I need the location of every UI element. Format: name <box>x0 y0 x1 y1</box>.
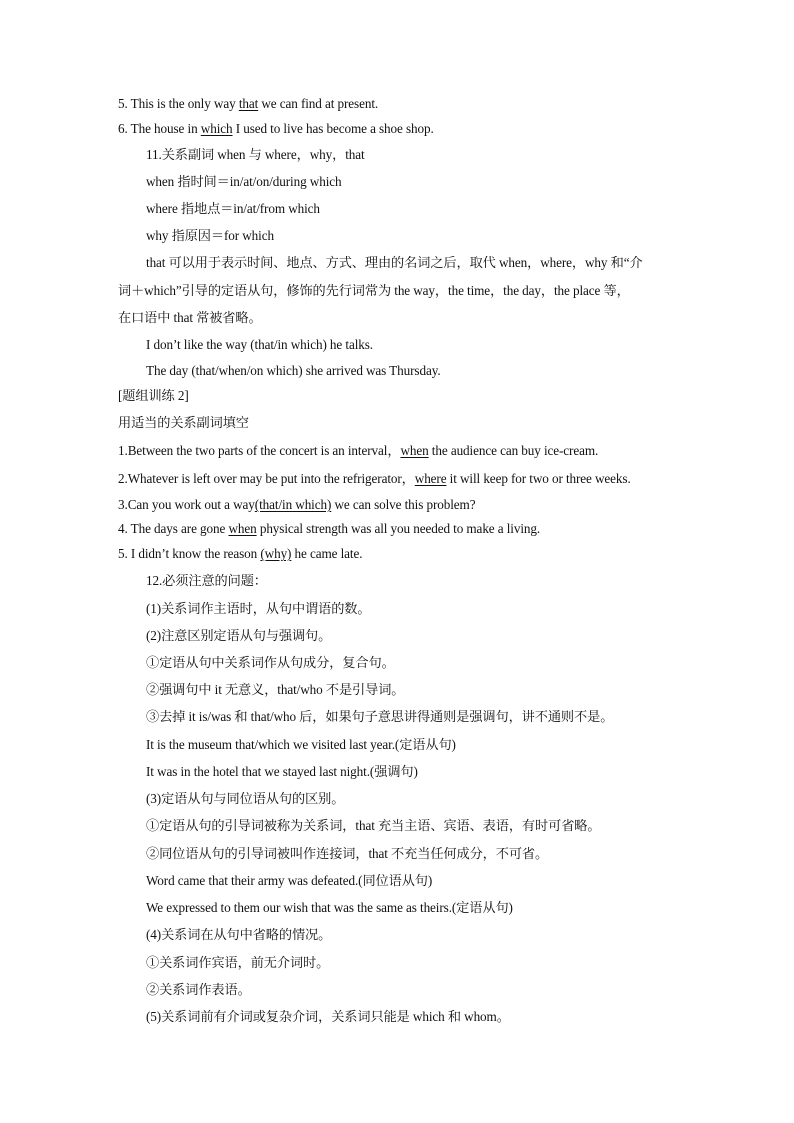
note-1: (1)关系词作主语时，从句中谓语的数。 <box>146 601 371 616</box>
exercise-item-4: 4. The days are gone when physical strength was all you needed to make a living. <box>118 521 541 536</box>
answer-why: (why) <box>260 546 292 561</box>
example-wish: We expressed to them our wish that was the same as theirs.(定语从句) <box>146 900 513 915</box>
section-heading-12: 12.必须注意的问题： <box>146 573 267 588</box>
rule-where: where 指地点＝in/at/from which <box>146 201 320 216</box>
example-sentence-6: 6. The house in which I used to live has become a shoe shop. <box>118 121 434 136</box>
exercise-item-2: 2.Whatever is left over may be put into the refrigerator，where it will keep for two or three weeks. <box>118 471 631 486</box>
answer-that: that <box>238 96 259 111</box>
exercise-item-5: 5. I didn’t know the reason (why) he came late. <box>118 546 363 561</box>
note-2-b: ②强调句中 it 无意义，that/who 不是引导词。 <box>146 682 405 697</box>
explanation-line-3: 在口语中 that 常被省略。 <box>118 310 262 325</box>
exercise-instruction: 用适当的关系副词填空 <box>118 415 249 430</box>
note-5: (5)关系词前有介词或复杂介词，关系词只能是 which 和 whom。 <box>146 1009 510 1024</box>
example-word-came: Word came that their army was defeated.(同位语从句) <box>146 873 433 888</box>
exercise-item-3: 3.Can you work out a way(that/in which) we can solve this problem? <box>118 497 476 512</box>
example-way: I don’t like the way (that/in which) he talks. <box>146 337 373 352</box>
note-4-b: ②关系词作表语。 <box>146 982 251 997</box>
answer-when-2: when <box>228 521 257 536</box>
example-museum: It is the museum that/which we visited last year.(定语从句) <box>146 737 456 752</box>
note-3-b: ②同位语从句的引导词被叫作连接词，that 不充当任何成分，不可省。 <box>146 846 549 861</box>
explanation-line-2: 词＋which”引导的定语从句，修饰的先行词常为 the way，the time，the day，the place 等， <box>118 283 630 298</box>
note-4-a: ①关系词作宾语，前无介词时。 <box>146 955 330 970</box>
exercise-item-1: 1.Between the two parts of the concert is an interval，when the audience can buy ice-cream. <box>118 443 599 458</box>
answer-when: when <box>400 443 429 458</box>
note-3-a: ①定语从句的引导词被称为关系词，that 充当主语、宾语、表语，有时可省略。 <box>146 818 601 833</box>
answer-that-in-which: (that/in which) <box>254 497 332 512</box>
example-day: The day (that/when/on which) she arrived was Thursday. <box>146 363 441 378</box>
answer-which: which <box>200 121 233 136</box>
answer-where: where <box>414 471 447 486</box>
note-2-a: ①定语从句中关系词作从句成分，复合句。 <box>146 655 395 670</box>
note-2-c: ③去掉 it is/was 和 that/who 后，如果句子意思讲得通则是强调句，讲不通则不是。 <box>146 709 614 724</box>
note-4: (4)关系词在从句中省略的情况。 <box>146 927 332 942</box>
section-heading-11: 11.关系副词 when 与 where，why，that <box>146 147 365 162</box>
exercise-group-label: [题组训练 2] <box>118 388 189 403</box>
example-sentence-5: 5. This is the only way that we can find at present. <box>118 96 379 111</box>
explanation-line-1: that 可以用于表示时间、地点、方式、理由的名词之后，取代 when，where，why 和“介 <box>146 255 643 270</box>
rule-why: why 指原因＝for which <box>146 228 274 243</box>
note-2: (2)注意区别定语从句与强调句。 <box>146 628 332 643</box>
example-hotel: It was in the hotel that we stayed last night.(强调句) <box>146 764 418 779</box>
note-3: (3)定语从句与同位语从句的区别。 <box>146 791 345 806</box>
rule-when: when 指时间＝in/at/on/during which <box>146 174 342 189</box>
